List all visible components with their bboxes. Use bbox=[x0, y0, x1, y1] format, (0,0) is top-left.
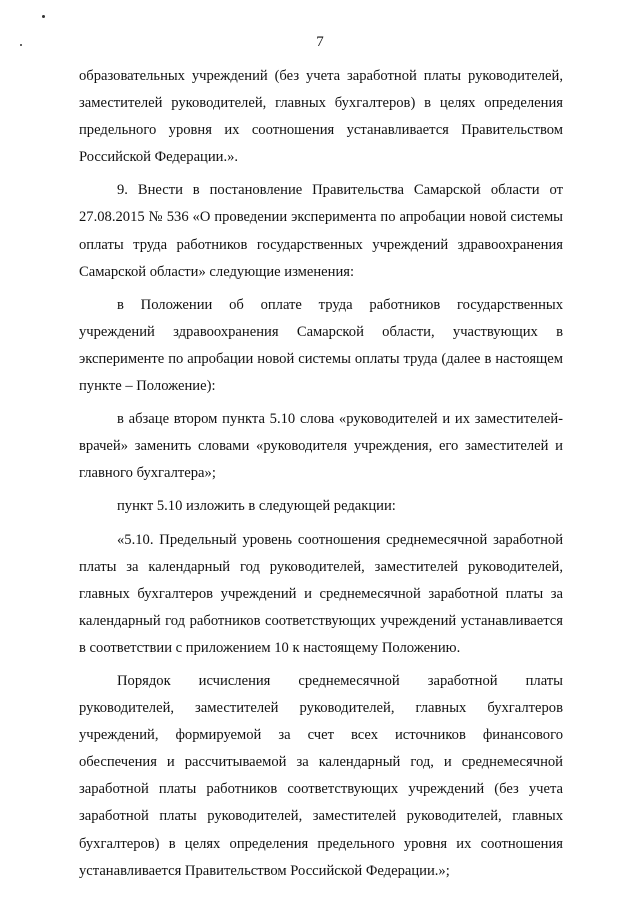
paragraph-regulation: в Положении об оплате труда работников государственных учреждений здравоохранения Самарской области, участвующих в эксперименте по апробации новой системы оплаты труда (далее в настоящем пункте – Положение): bbox=[79, 296, 563, 395]
page-number: 7 bbox=[316, 34, 324, 50]
scan-speck bbox=[42, 15, 45, 18]
paragraph-new-edition: пункт 5.10 изложить в следующей редакции: bbox=[117, 498, 396, 515]
document-body bbox=[79, 63, 563, 891]
paragraph-procedure: Порядок исчисления среднемесячной заработной платы руководителей, заместителей руководителей, главных бухгалтеров учреждений, формируемой за счет всех источников финансового обеспечения и рассчитываемой за календарный год, и среднемесячной заработной платы работников соответствующих учреждений (без учета заработной платы руководителей, заместителей руководителей, главных бухгалтеров) в целях определения предельного уровня их соотношения устанавливается Правительством Российской Федерации.»; bbox=[79, 672, 563, 879]
paragraph-amendment: в абзаце втором пункта 5.10 слова «руководителей и их заместителей-врачей» заменить словами «руководителя учреждения, его заместителей и главного бухгалтера»; bbox=[79, 411, 563, 482]
paragraph-clause-5-10: «5.10. Предельный уровень соотношения среднемесячной заработной платы за календарный год руководителей, заместителей руководителей, главных бухгалтеров учреждений и среднемесячной заработной платы за календарный год работников соответствующих учреждений устанавливается в соответствии с приложением 10 к настоящему Положению. bbox=[79, 531, 563, 656]
paragraph-continuation: образовательных учреждений (без учета заработной платы руководителей, заместителей руководителей, главных бухгалтеров) в целях определения предельного уровня их соотношения устанавливается Правительством Российской Федерации.». bbox=[79, 68, 563, 166]
paragraph-item-9: 9. Внести в постановление Правительства Самарской области от 27.08.2015 № 536 «О проведении эксперимента по апробации новой системы оплаты труда работников государственных учреждений здравоохранения Самарской области» следующие изменения: bbox=[79, 182, 563, 280]
